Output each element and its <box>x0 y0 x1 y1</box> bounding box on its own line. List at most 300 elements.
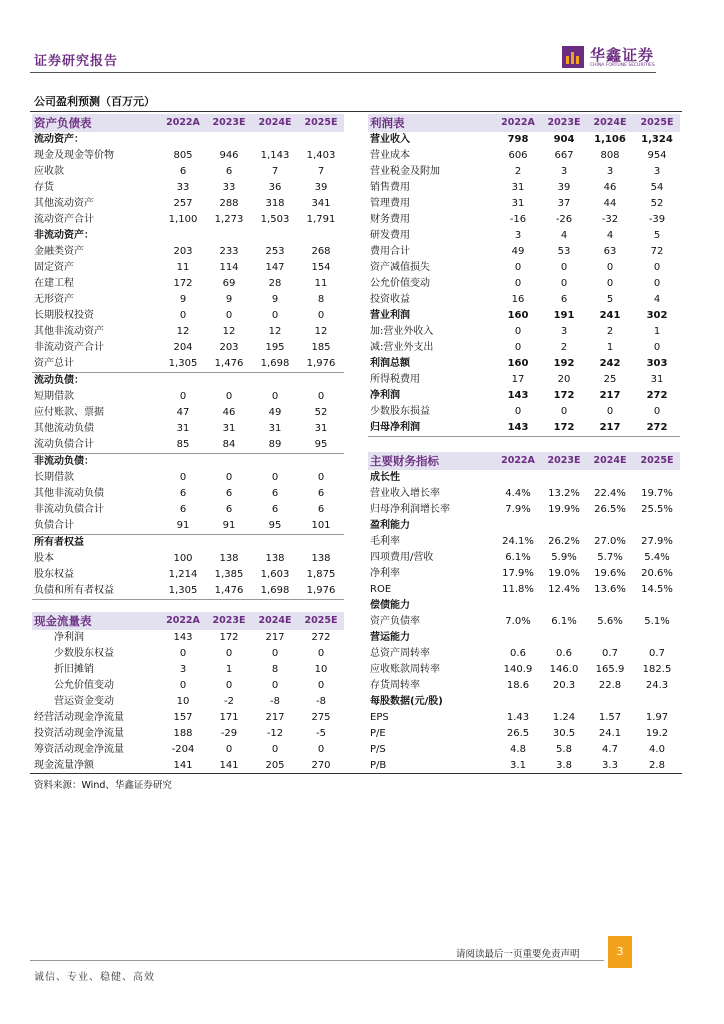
row-value: 606 <box>508 150 528 161</box>
row-value: 0 <box>271 472 279 483</box>
table-row <box>368 550 680 566</box>
row-value <box>586 470 634 486</box>
row-label: 其他非流动负债 <box>34 488 104 499</box>
row-value: 6.1% <box>551 616 577 627</box>
row-value: 172 <box>219 632 239 643</box>
row-value: 13.2% <box>548 488 580 499</box>
row-value: 31 <box>268 423 282 434</box>
section-row <box>368 470 680 486</box>
row-label: 筹资活动现金净流量 <box>34 744 124 755</box>
year-header: 2024E <box>586 114 634 132</box>
row-value: 946 <box>219 150 239 161</box>
row-value: 270 <box>311 760 331 771</box>
row-value: 2 <box>606 326 614 337</box>
source-divider <box>30 773 682 774</box>
row-value: 5.9% <box>551 552 577 563</box>
row-value: 47 <box>176 407 190 418</box>
row-value: 141 <box>219 760 239 771</box>
row-value: 0.7 <box>649 648 665 659</box>
row-value <box>634 694 680 710</box>
row-value: 91 <box>206 518 252 535</box>
row-value: 0 <box>317 391 325 402</box>
table-row <box>368 228 680 244</box>
row-value: 63 <box>603 246 617 257</box>
row-value <box>160 535 206 552</box>
row-value: 4 <box>606 230 614 241</box>
row-value: 0 <box>653 278 661 289</box>
table-row <box>32 405 344 421</box>
table-row <box>368 340 680 356</box>
row-value: 30.5 <box>552 728 576 739</box>
row-label: 公允价值变动 <box>54 680 114 691</box>
row-label: 经营活动现金净流量 <box>34 712 124 723</box>
row-value: 272 <box>634 420 680 437</box>
table-row <box>32 340 344 356</box>
table-row <box>368 356 680 372</box>
row-value: 24.3 <box>645 680 669 691</box>
row-value: 7.9% <box>505 504 531 515</box>
table-header-row <box>32 612 344 630</box>
table-row <box>32 726 344 742</box>
table-row <box>32 567 344 583</box>
row-value: 205 <box>265 760 285 771</box>
table-row <box>368 164 680 180</box>
row-value: 154 <box>311 262 331 273</box>
row-value: 25.5% <box>641 504 673 515</box>
row-value: 24.1 <box>598 728 622 739</box>
row-value: 138 <box>265 553 285 564</box>
row-value: 25 <box>603 374 617 385</box>
row-label: 非流动负债： <box>34 456 94 467</box>
row-label: 营运能力 <box>370 632 410 643</box>
row-value <box>160 373 206 390</box>
row-value: 13.6% <box>594 584 626 595</box>
report-type-title: 证券研究报告 <box>34 54 119 69</box>
row-value: 3 <box>514 230 522 241</box>
row-value: 20 <box>557 374 571 385</box>
row-value: 192 <box>553 358 575 369</box>
row-value: 12 <box>268 326 282 337</box>
row-value <box>494 694 542 710</box>
row-value: 0 <box>271 648 279 659</box>
year-header: 2025E <box>634 114 680 132</box>
table-row <box>32 710 344 726</box>
table-row <box>32 678 344 694</box>
row-value: 172 <box>542 420 586 437</box>
table-row <box>32 662 344 678</box>
row-value: 18.6 <box>506 680 530 691</box>
row-value: 0 <box>271 310 279 321</box>
row-value: 1,476 <box>206 356 252 373</box>
table-row <box>32 742 344 758</box>
row-label: 折旧摊销 <box>54 664 94 675</box>
row-label: 成长性 <box>370 472 400 483</box>
row-value: 6 <box>179 504 187 515</box>
row-value: 203 <box>219 342 239 353</box>
row-value: 3 <box>560 166 568 177</box>
row-label: 其他流动负债 <box>34 423 94 434</box>
row-value: 805 <box>173 150 193 161</box>
row-value: 37 <box>557 198 571 209</box>
row-label: 现金流量净额 <box>34 760 94 771</box>
row-value: 3 <box>560 326 568 337</box>
row-value <box>494 518 542 534</box>
row-value: 9 <box>225 294 233 305</box>
row-value: 242 <box>599 358 621 369</box>
row-value: 6 <box>317 504 325 515</box>
row-value: 11 <box>314 278 328 289</box>
row-value: 46 <box>222 407 236 418</box>
year-header: 2022A <box>160 114 206 132</box>
row-value: 7 <box>271 166 279 177</box>
section-row <box>32 373 344 390</box>
row-value: 0 <box>560 262 568 273</box>
row-label: 归母净利润增长率 <box>370 504 450 515</box>
row-value: 253 <box>265 246 285 257</box>
row-value: 14.5% <box>641 584 673 595</box>
row-value: -16 <box>509 214 527 225</box>
row-value: 1,476 <box>206 583 252 600</box>
row-value: 171 <box>219 712 239 723</box>
row-value: 0 <box>225 744 233 755</box>
row-value: 20.3 <box>552 680 576 691</box>
table-row <box>32 308 344 324</box>
row-value: 4.7 <box>602 744 618 755</box>
row-value: 1,324 <box>641 134 673 145</box>
row-value: -26 <box>555 214 573 225</box>
row-value <box>160 454 206 471</box>
row-value: 6 <box>271 488 279 499</box>
row-label: 长期借款 <box>34 472 74 483</box>
row-value: 217 <box>586 420 634 437</box>
row-value: 28 <box>268 278 282 289</box>
table-title: 资产负债表 <box>32 114 160 132</box>
row-value: 10 <box>314 664 328 675</box>
section-row <box>32 535 344 552</box>
row-value: 31 <box>650 374 664 385</box>
row-value: 0 <box>225 472 233 483</box>
row-value: 0 <box>225 648 233 659</box>
company-logo <box>562 44 662 72</box>
row-value: 268 <box>311 246 331 257</box>
row-label: 资产负债率 <box>370 616 420 627</box>
table-row <box>32 758 344 774</box>
row-label: 营业收入 <box>370 134 410 145</box>
table-row <box>368 646 680 662</box>
row-value <box>206 373 252 390</box>
disclaimer-link[interactable]: 请阅读最后一页重要免责声明 <box>456 949 580 960</box>
row-value: 19.9% <box>548 504 580 515</box>
row-label: 减:营业外支出 <box>370 342 434 353</box>
row-value: 1 <box>606 342 614 353</box>
row-value: 1,403 <box>306 150 336 161</box>
row-label: 销售费用 <box>370 182 410 193</box>
row-value: 39 <box>314 182 328 193</box>
row-value <box>586 518 634 534</box>
table-row <box>368 372 680 388</box>
row-value: 91 <box>160 518 206 535</box>
year-header: 2022A <box>494 452 542 470</box>
row-value: 19.2 <box>645 728 669 739</box>
row-label: 现金及现金等价物 <box>34 150 114 161</box>
table-row <box>32 180 344 196</box>
row-value: 1,976 <box>298 583 344 600</box>
row-value: 31 <box>222 423 236 434</box>
row-value <box>160 132 206 148</box>
year-header: 2024E <box>252 114 298 132</box>
row-value: 0 <box>514 342 522 353</box>
row-value: 1,791 <box>306 214 336 225</box>
row-label: 流动负债合计 <box>32 437 160 454</box>
table-row <box>368 502 680 518</box>
row-value: 49 <box>268 407 282 418</box>
row-label: 所得税费用 <box>370 374 420 385</box>
row-value: 39 <box>557 182 571 193</box>
row-value <box>298 373 344 390</box>
row-value: 19.7% <box>641 488 673 499</box>
row-value: 22.4% <box>594 488 626 499</box>
year-header: 2022A <box>494 114 542 132</box>
row-value: 1,214 <box>168 569 198 580</box>
row-value: 1,305 <box>160 356 206 373</box>
row-value: 0 <box>606 262 614 273</box>
table-caption: 公司盈利预测（百万元） <box>34 95 155 108</box>
row-label: 短期借款 <box>34 391 74 402</box>
row-value <box>542 518 586 534</box>
table-header-row <box>32 114 344 132</box>
row-label: 固定资产 <box>34 262 74 273</box>
row-value: 0 <box>606 278 614 289</box>
row-value: 101 <box>298 518 344 535</box>
row-value: -12 <box>266 728 284 739</box>
row-value <box>634 470 680 486</box>
row-label: 非流动资产： <box>34 230 94 241</box>
table-row <box>368 180 680 196</box>
table-row <box>368 308 680 324</box>
row-value <box>252 228 298 244</box>
row-label: 应付账款、票据 <box>34 407 104 418</box>
row-value: 143 <box>173 632 193 643</box>
row-value: 157 <box>173 712 193 723</box>
row-value <box>586 630 634 646</box>
row-value: -29 <box>220 728 238 739</box>
row-label: 其他流动资产 <box>34 198 94 209</box>
row-value: 138 <box>311 553 331 564</box>
row-value: 1,875 <box>306 569 336 580</box>
row-value: 0 <box>225 310 233 321</box>
table-row <box>32 324 344 340</box>
row-value: 217 <box>599 390 621 401</box>
row-value: 11.8% <box>502 584 534 595</box>
row-value: 31 <box>511 198 525 209</box>
table-row <box>32 292 344 308</box>
row-value <box>494 470 542 486</box>
row-value: 9 <box>271 294 279 305</box>
table-row <box>32 389 344 405</box>
row-value: 85 <box>160 437 206 454</box>
row-value: 0 <box>225 680 233 691</box>
row-value: 6 <box>179 488 187 499</box>
row-value: 160 <box>507 310 529 321</box>
table-header-row <box>368 452 680 470</box>
table-row <box>368 244 680 260</box>
row-value: 10 <box>176 696 190 707</box>
table-row <box>32 356 344 373</box>
row-value: 95 <box>252 518 298 535</box>
row-value: -204 <box>171 744 195 755</box>
row-value: 3 <box>653 166 661 177</box>
row-value: 100 <box>173 553 193 564</box>
row-value <box>634 630 680 646</box>
table-row <box>32 212 344 228</box>
row-value: -8 <box>316 696 326 707</box>
year-header: 2025E <box>298 114 344 132</box>
table-row <box>368 388 680 404</box>
row-value: 0.6 <box>510 648 526 659</box>
row-value: 141 <box>173 760 193 771</box>
row-label: 净利率 <box>370 568 400 579</box>
row-value: 1,143 <box>260 150 290 161</box>
table-row <box>32 437 344 454</box>
row-value: 9 <box>179 294 187 305</box>
row-label: 负债和所有者权益 <box>32 583 160 600</box>
row-value: 0 <box>560 406 568 417</box>
row-value <box>252 535 298 552</box>
row-value: 341 <box>311 198 331 209</box>
table-row <box>368 710 680 726</box>
row-label: 股东权益 <box>34 569 74 580</box>
row-value: 26.5% <box>594 504 626 515</box>
row-value: 33 <box>222 182 236 193</box>
header-divider <box>30 72 656 73</box>
row-value: 3.1 <box>510 760 526 771</box>
row-value: 1,976 <box>298 356 344 373</box>
row-value: 954 <box>647 150 667 161</box>
row-label: 营业税金及附加 <box>370 166 440 177</box>
row-label: 财务费用 <box>370 214 410 225</box>
row-value: 20.6% <box>641 568 673 579</box>
table-row <box>368 678 680 694</box>
table-row <box>32 148 344 164</box>
row-value: 54 <box>650 182 664 193</box>
row-label: 金融类资产 <box>34 246 84 257</box>
year-header: 2024E <box>252 612 298 630</box>
row-label: EPS <box>370 712 389 723</box>
table-row <box>368 212 680 228</box>
row-label: 长期股权投资 <box>34 310 94 321</box>
table-row <box>32 470 344 486</box>
table-row <box>368 662 680 678</box>
row-value: 0 <box>653 342 661 353</box>
row-value <box>542 694 586 710</box>
row-value: 172 <box>553 390 575 401</box>
year-header: 2023E <box>206 114 252 132</box>
row-value: 203 <box>173 246 193 257</box>
row-value: 27.9% <box>641 536 673 547</box>
row-value: 2 <box>514 166 522 177</box>
row-value: 7.0% <box>505 616 531 627</box>
row-value: 1,503 <box>260 214 290 225</box>
row-value: 143 <box>507 390 529 401</box>
section-row <box>368 598 680 614</box>
row-label: 所有者权益 <box>34 537 84 548</box>
table-row <box>32 421 344 437</box>
year-header: 2023E <box>206 612 252 630</box>
row-label: 应收款 <box>34 166 64 177</box>
row-value: 84 <box>206 437 252 454</box>
row-label: P/E <box>370 728 386 739</box>
row-label: 其他非流动资产 <box>34 326 104 337</box>
row-label: 利润总额 <box>370 358 410 369</box>
logo-text-en: CHINA FORTUNE SECURITIES <box>590 63 655 68</box>
table-row <box>368 566 680 582</box>
row-value: 6 <box>225 166 233 177</box>
row-value <box>634 518 680 534</box>
row-value: 0 <box>653 262 661 273</box>
row-value: 52 <box>650 198 664 209</box>
row-value <box>494 598 542 614</box>
row-label: 负债合计 <box>32 518 160 535</box>
row-value: 16 <box>511 294 525 305</box>
row-label: 股本 <box>34 553 54 564</box>
table-row <box>32 486 344 502</box>
row-label: 净利润 <box>54 632 84 643</box>
row-label: 净利润 <box>370 390 400 401</box>
row-value: 160 <box>507 358 529 369</box>
row-label: 投资活动现金净流量 <box>34 728 124 739</box>
row-value: 667 <box>554 150 574 161</box>
row-value: 3 <box>606 166 614 177</box>
row-value <box>160 228 206 244</box>
row-label: 营业成本 <box>370 150 410 161</box>
row-value <box>206 535 252 552</box>
year-header: 2022A <box>160 612 206 630</box>
table-row <box>368 758 680 774</box>
year-header: 2023E <box>542 114 586 132</box>
row-value: 0 <box>271 744 279 755</box>
row-value: 318 <box>265 198 285 209</box>
row-value: 0 <box>179 391 187 402</box>
row-value: 4.8 <box>510 744 526 755</box>
row-value: -5 <box>316 728 326 739</box>
row-value: 0 <box>317 680 325 691</box>
row-label: P/B <box>370 760 387 771</box>
row-value <box>252 454 298 471</box>
row-label: 公允价值变动 <box>370 278 430 289</box>
row-value: 0 <box>179 472 187 483</box>
row-value <box>298 132 344 148</box>
row-value: 1,698 <box>252 356 298 373</box>
table-row <box>32 164 344 180</box>
footer-motto: 诚信、专业、稳健、高效 <box>34 972 155 983</box>
row-value: 204 <box>173 342 193 353</box>
row-value: 0 <box>514 326 522 337</box>
row-label: 资产总计 <box>32 356 160 373</box>
table-row <box>368 742 680 758</box>
row-value <box>494 630 542 646</box>
table-row <box>32 244 344 260</box>
table-row <box>32 518 344 535</box>
row-value: 1 <box>653 326 661 337</box>
section-row <box>32 132 344 148</box>
page-number: 3 <box>608 936 632 968</box>
row-value: 36 <box>268 182 282 193</box>
row-value: 4 <box>560 230 568 241</box>
row-value: 0 <box>514 406 522 417</box>
row-label: 营业收入增长率 <box>370 488 440 499</box>
year-header: 2025E <box>634 452 680 470</box>
row-value: 0 <box>606 406 614 417</box>
